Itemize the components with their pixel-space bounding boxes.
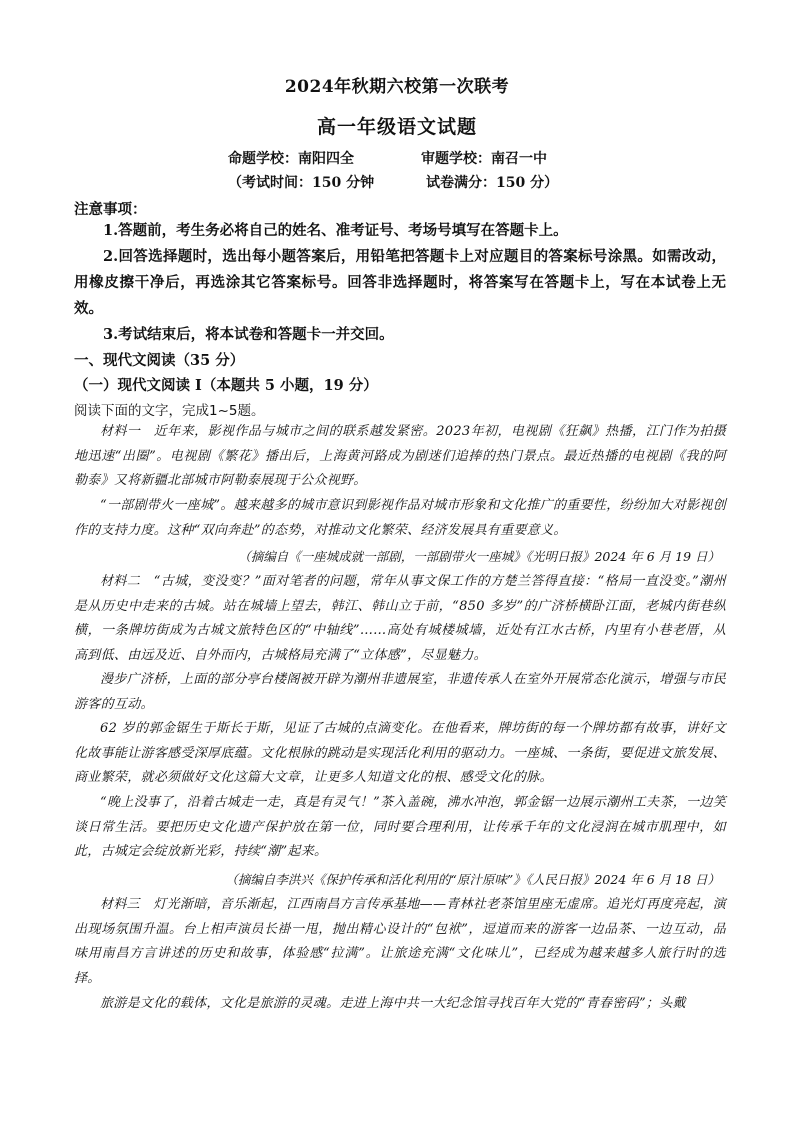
full-score: 试卷满分：150 分） <box>426 175 559 191</box>
notes-heading: 注意事项： <box>74 201 147 218</box>
note-item: 2.回答选择题时，选出每小题答案后，用铅笔把答题卡上对应题目的答案标号涂黑。如需改动，用橡皮擦干净后，再选涂其它答案标号。回答非选择题时，将答案写在答题卡上，写在本试卷上无效。 <box>74 248 726 317</box>
reviewer-school: 审题学校：南召一中 <box>421 151 547 167</box>
material-2-paragraph: “晚上没事了，沿着古城走一走，真是有灵气！”茶入盖碗，沸水冲泡，郭金锯一边展示潮州工夫茶，一边笑谈日常生活。要把历史文化遗产保护放在第一位，同时要合理利用，让传承千年的文化浸润在城市肌理中，如此，古城定会绽放新光彩，持续“潮”起来。 <box>74 795 726 859</box>
note-item: 1.答题前，考生务必将自己的姓名、准考证号、考场号填写在答题卡上。 <box>103 222 568 239</box>
exam-duration: （考试时间：150 分钟 <box>228 175 375 191</box>
material-3-paragraph: 旅游是文化的载体，文化是旅游的灵魂。走进上海中共一大纪念馆寻找百年大党的“青春密码”；头戴 <box>100 996 686 1011</box>
school-info-row <box>0 148 794 168</box>
material-3-paragraph: 材料三 灯光渐暗，音乐渐起，江西南昌方言传承基地——青林社老茶馆里座无虚席。追光灯再度亮起，演出现场氛围升温。台上相声演员长褂一甩，抛出精心设计的“包袱”，逗道而来的游客一边品茶、一边互动，品味用南昌方言讲述的历史和故事，体验感“拉满”。让旅途充满“文化味儿”，已经成为越来越多人旅行时的选择。 <box>74 897 726 986</box>
material-2-paragraph: 材料二 “古城，变没变？”面对笔者的问题，常年从事文保工作的方楚兰答得直接：“格局一直没变。”潮州是从历史中走来的古城。站在城墙上望去，韩江、韩山立于前，“850 多岁”的广济桥横卧江面，老城内街巷纵横，一条牌坊街成为古城文旅特色区的“中轴线”……高处有城楼城墙，近处有江水古桥，内里有小巷老厝，从高到低、由远及近、自外而内，古城格局充满了“立体感”，尽显魅力。 <box>74 574 726 663</box>
material-1-paragraph: “一部剧带火一座城”。越来越多的城市意识到影视作品对城市形象和文化推广的重要性，纷纷加大对影视创作的支持力度。这种“双向奔赴”的态势，对推动文化繁荣、经济发展具有重要意义。 <box>74 498 726 538</box>
material-1-source: （摘编自《一座城成就一部剧，一部剧带火一座城》《光明日报》2024 年 6 月 19 日） <box>238 549 720 564</box>
reading-instruction: 阅读下面的文字，完成1~5题。 <box>74 403 265 419</box>
material-2-source: （摘编自李洪兴《保护传承和活化利用的“原汁原味”》《人民日报》2024 年 6 月 18 日） <box>225 872 720 887</box>
proposer-school: 命题学校：南阳四全 <box>228 151 354 167</box>
exam-subtitle: 高一年级语文试题 <box>316 116 477 138</box>
sub-section-title: （一）现代文阅读 I（本题共 5 小题，19 分） <box>74 377 378 394</box>
part-title: 一、现代文阅读（35 分） <box>74 352 245 369</box>
material-1-paragraph: 材料一 近年来，影视作品与城市之间的联系越发紧密。2023年初，电视剧《狂飙》热播，江门作为拍摄地迅速“出圈”。电视剧《繁花》播出后，上海黄河路成为剧迷们追捧的热门景点。最近热播的电视剧《我的阿勒泰》又将新疆北部城市阿勒泰展现于公众视野。 <box>74 424 726 488</box>
note-item: 3.考试结束后，将本试卷和答题卡一并交回。 <box>103 326 394 343</box>
material-2-paragraph: 62 岁的郭金锯生于斯长于斯，见证了古城的点滴变化。在他看来，牌坊街的每一个牌坊都有故事，讲好文化故事能让游客感受深厚底蕴。文化根脉的跳动是实现活化利用的驱动力。一座城、一条街，要促进文旅发展、商业繁荣，就必须做好文化这篇大文章，让更多人知道文化的根、感受文化的脉。 <box>74 721 726 785</box>
exam-title: 2024年秋期六校第一次联考 <box>284 77 510 97</box>
exam-time-row <box>0 172 794 192</box>
material-2-paragraph: 漫步广济桥，上面的部分亭台楼阁被开辟为潮州非遗展室，非遗传承人在室外开展常态化演示，增强与市民游客的互动。 <box>74 672 726 712</box>
